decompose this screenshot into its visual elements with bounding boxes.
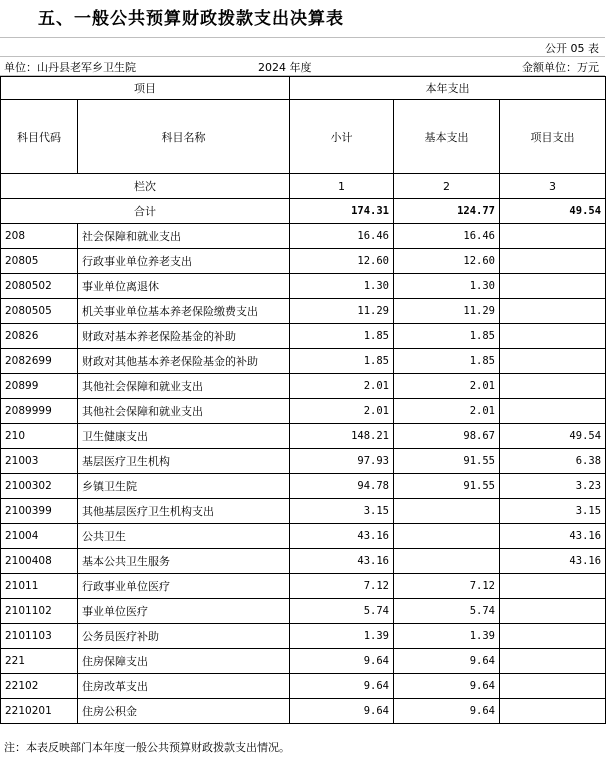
row-project: 3.15 bbox=[500, 499, 606, 524]
row-name: 住房改革支出 bbox=[78, 674, 290, 699]
row-project bbox=[500, 599, 606, 624]
table-row bbox=[1, 574, 606, 599]
row-basic: 2.01 bbox=[394, 374, 500, 399]
row-project bbox=[500, 624, 606, 649]
row-basic: 9.64 bbox=[394, 649, 500, 674]
row-name: 基本公共卫生服务 bbox=[78, 549, 290, 574]
row-basic bbox=[394, 499, 500, 524]
row-project bbox=[500, 574, 606, 599]
row-name: 其他基层医疗卫生机构支出 bbox=[78, 499, 290, 524]
row-code: 20805 bbox=[1, 249, 78, 274]
row-subtotal: 94.78 bbox=[290, 474, 394, 499]
row-code: 2080505 bbox=[1, 299, 78, 324]
row-code: 2100408 bbox=[1, 549, 78, 574]
header-name: 科目名称 bbox=[78, 100, 290, 174]
row-name: 机关事业单位基本养老保险缴费支出 bbox=[78, 299, 290, 324]
row-basic: 1.30 bbox=[394, 274, 500, 299]
row-basic: 1.39 bbox=[394, 624, 500, 649]
row-name: 住房公积金 bbox=[78, 699, 290, 724]
header-basic: 基本支出 bbox=[394, 100, 500, 174]
header-code: 科目代码 bbox=[1, 100, 78, 174]
row-code: 2210201 bbox=[1, 699, 78, 724]
row-name: 财政对基本养老保险基金的补助 bbox=[78, 324, 290, 349]
table-row bbox=[1, 524, 606, 549]
row-project: 49.54 bbox=[500, 424, 606, 449]
header-current-year: 本年支出 bbox=[290, 77, 606, 100]
row-project bbox=[500, 274, 606, 299]
row-basic: 1.85 bbox=[394, 324, 500, 349]
row-name: 事业单位离退休 bbox=[78, 274, 290, 299]
unit-label: 单位：山丹县老军乡卫生院 bbox=[4, 61, 136, 74]
row-subtotal: 2.01 bbox=[290, 374, 394, 399]
row-name: 基层医疗卫生机构 bbox=[78, 449, 290, 474]
column-seq-1: 1 bbox=[290, 174, 394, 199]
row-subtotal: 97.93 bbox=[290, 449, 394, 474]
row-basic: 91.55 bbox=[394, 449, 500, 474]
row-basic: 7.12 bbox=[394, 574, 500, 599]
row-basic bbox=[394, 549, 500, 574]
row-basic bbox=[394, 524, 500, 549]
total-row bbox=[1, 199, 606, 224]
footnote: 注：本表反映部门本年度一般公共预算财政拨款支出情况。 bbox=[4, 741, 290, 754]
table-row bbox=[1, 549, 606, 574]
row-subtotal: 1.30 bbox=[290, 274, 394, 299]
table-row bbox=[1, 674, 606, 699]
row-name: 公务员医疗补助 bbox=[78, 624, 290, 649]
header-subtotal: 小计 bbox=[290, 100, 394, 174]
column-seq-3: 3 bbox=[500, 174, 606, 199]
row-name: 公共卫生 bbox=[78, 524, 290, 549]
row-subtotal: 2.01 bbox=[290, 399, 394, 424]
row-subtotal: 7.12 bbox=[290, 574, 394, 599]
row-subtotal: 16.46 bbox=[290, 224, 394, 249]
table-row bbox=[1, 499, 606, 524]
row-basic: 11.29 bbox=[394, 299, 500, 324]
row-subtotal: 43.16 bbox=[290, 524, 394, 549]
row-code: 21004 bbox=[1, 524, 78, 549]
header-row-2 bbox=[1, 100, 606, 174]
table-row bbox=[1, 624, 606, 649]
table-row bbox=[1, 649, 606, 674]
row-subtotal: 1.39 bbox=[290, 624, 394, 649]
total-label: 合计 bbox=[1, 199, 290, 224]
row-subtotal: 9.64 bbox=[290, 674, 394, 699]
table-row bbox=[1, 224, 606, 249]
row-project bbox=[500, 324, 606, 349]
row-code: 2101103 bbox=[1, 624, 78, 649]
row-code: 2089999 bbox=[1, 399, 78, 424]
row-basic: 9.64 bbox=[394, 674, 500, 699]
row-project bbox=[500, 224, 606, 249]
row-subtotal: 9.64 bbox=[290, 649, 394, 674]
row-project bbox=[500, 349, 606, 374]
row-subtotal: 12.60 bbox=[290, 249, 394, 274]
row-code: 2082699 bbox=[1, 349, 78, 374]
table-row bbox=[1, 374, 606, 399]
row-basic: 1.85 bbox=[394, 349, 500, 374]
table-row bbox=[1, 599, 606, 624]
row-code: 21003 bbox=[1, 449, 78, 474]
total-basic: 124.77 bbox=[394, 199, 500, 224]
row-name: 卫生健康支出 bbox=[78, 424, 290, 449]
row-code: 20826 bbox=[1, 324, 78, 349]
row-code: 21011 bbox=[1, 574, 78, 599]
row-project: 43.16 bbox=[500, 524, 606, 549]
row-subtotal: 9.64 bbox=[290, 699, 394, 724]
row-subtotal: 1.85 bbox=[290, 324, 394, 349]
row-subtotal: 11.29 bbox=[290, 299, 394, 324]
row-name: 社会保障和就业支出 bbox=[78, 224, 290, 249]
row-code: 208 bbox=[1, 224, 78, 249]
row-name: 行政事业单位医疗 bbox=[78, 574, 290, 599]
row-basic: 2.01 bbox=[394, 399, 500, 424]
row-project bbox=[500, 399, 606, 424]
table-row bbox=[1, 449, 606, 474]
table-row bbox=[1, 349, 606, 374]
row-name: 其他社会保障和就业支出 bbox=[78, 374, 290, 399]
row-name: 事业单位医疗 bbox=[78, 599, 290, 624]
column-seq-label: 栏次 bbox=[1, 174, 290, 199]
page-title: 五、一般公共预算财政拨款支出决算表 bbox=[38, 9, 344, 29]
table-row bbox=[1, 699, 606, 724]
row-project: 43.16 bbox=[500, 549, 606, 574]
row-basic: 12.60 bbox=[394, 249, 500, 274]
total-subtotal: 174.31 bbox=[290, 199, 394, 224]
form-number: 公开 05 表 bbox=[545, 42, 599, 55]
row-code: 20899 bbox=[1, 374, 78, 399]
column-sequence-row bbox=[1, 174, 606, 199]
form-number-row bbox=[0, 37, 605, 56]
column-seq-2: 2 bbox=[394, 174, 500, 199]
row-name: 乡镇卫生院 bbox=[78, 474, 290, 499]
row-code: 210 bbox=[1, 424, 78, 449]
row-project bbox=[500, 649, 606, 674]
money-unit-label: 金额单位：万元 bbox=[522, 61, 599, 74]
expenditure-table bbox=[0, 76, 606, 724]
header-row-1 bbox=[1, 77, 606, 100]
header-item: 项目 bbox=[1, 77, 290, 100]
row-code: 2080502 bbox=[1, 274, 78, 299]
row-name: 住房保障支出 bbox=[78, 649, 290, 674]
row-code: 2100399 bbox=[1, 499, 78, 524]
row-subtotal: 148.21 bbox=[290, 424, 394, 449]
row-basic: 9.64 bbox=[394, 699, 500, 724]
row-project bbox=[500, 249, 606, 274]
row-project bbox=[500, 699, 606, 724]
row-subtotal: 3.15 bbox=[290, 499, 394, 524]
table-row bbox=[1, 474, 606, 499]
year-label: 2024 年度 bbox=[258, 61, 312, 74]
total-project: 49.54 bbox=[500, 199, 606, 224]
row-subtotal: 43.16 bbox=[290, 549, 394, 574]
row-code: 22102 bbox=[1, 674, 78, 699]
header-project: 项目支出 bbox=[500, 100, 606, 174]
table-row bbox=[1, 324, 606, 349]
row-name: 其他社会保障和就业支出 bbox=[78, 399, 290, 424]
row-name: 行政事业单位养老支出 bbox=[78, 249, 290, 274]
row-subtotal: 5.74 bbox=[290, 599, 394, 624]
table-row bbox=[1, 274, 606, 299]
row-code: 221 bbox=[1, 649, 78, 674]
row-basic: 5.74 bbox=[394, 599, 500, 624]
row-project: 3.23 bbox=[500, 474, 606, 499]
row-subtotal: 1.85 bbox=[290, 349, 394, 374]
row-code: 2100302 bbox=[1, 474, 78, 499]
row-basic: 91.55 bbox=[394, 474, 500, 499]
table-row bbox=[1, 399, 606, 424]
row-basic: 98.67 bbox=[394, 424, 500, 449]
row-basic: 16.46 bbox=[394, 224, 500, 249]
table-row bbox=[1, 424, 606, 449]
row-code: 2101102 bbox=[1, 599, 78, 624]
row-project bbox=[500, 299, 606, 324]
row-project: 6.38 bbox=[500, 449, 606, 474]
row-name: 财政对其他基本养老保险基金的补助 bbox=[78, 349, 290, 374]
unit-info-row bbox=[0, 56, 605, 76]
table-row bbox=[1, 249, 606, 274]
row-project bbox=[500, 674, 606, 699]
row-project bbox=[500, 374, 606, 399]
table-row bbox=[1, 299, 606, 324]
